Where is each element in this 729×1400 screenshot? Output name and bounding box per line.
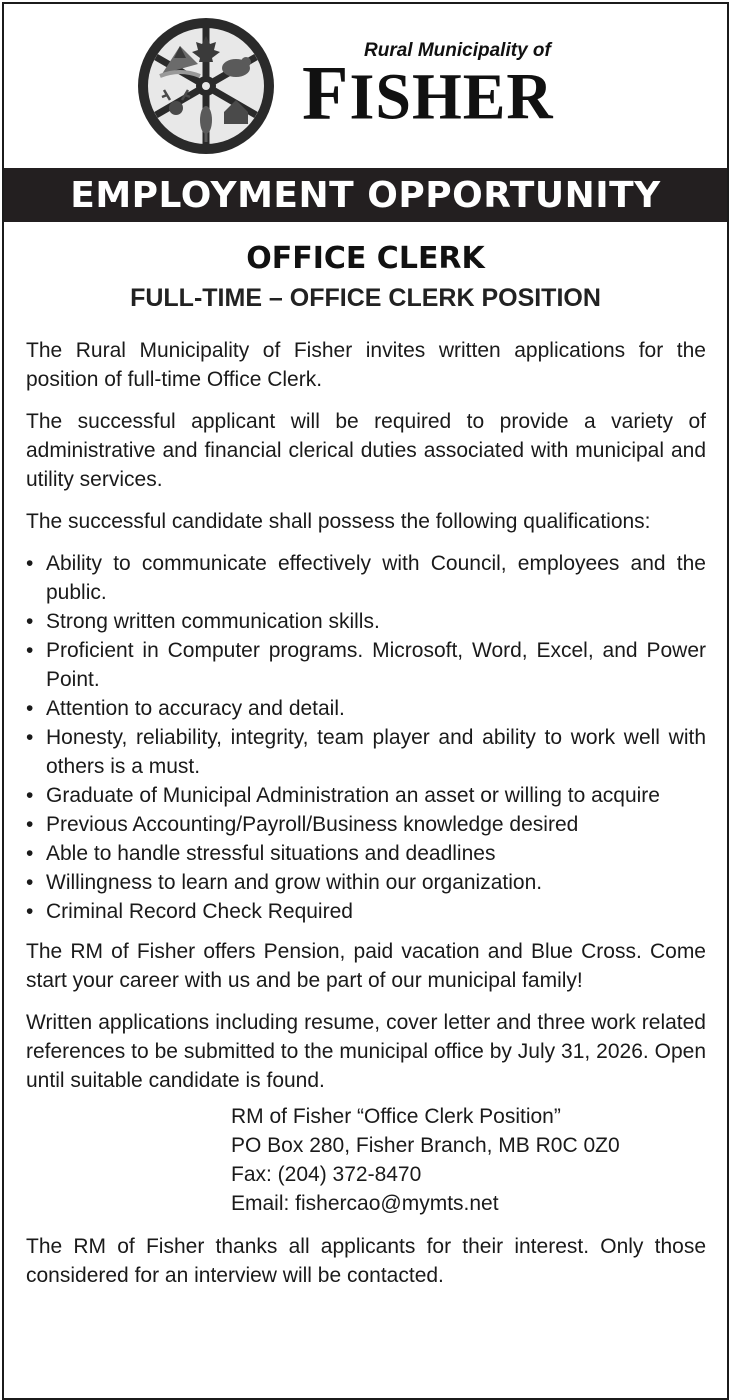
list-item: • Able to handle stressful situations and deadlines — [26, 839, 706, 868]
job-title: OFFICE CLERK — [246, 241, 485, 276]
bullet-icon: • — [26, 784, 34, 807]
org-name — [302, 50, 602, 140]
org-name-rest: ISHER — [349, 60, 554, 133]
closing-paragraph: The RM of Fisher thanks all applicants for their interest. Only those considered for an interview will be contacted. — [26, 1235, 706, 1287]
bullet-icon: • — [26, 639, 34, 662]
intro-paragraph: The Rural Municipality of Fisher invites written applications for the position of full-time Office Clerk. — [26, 339, 706, 391]
bullet-icon: • — [26, 697, 34, 720]
list-item: • Strong written communication skills. — [26, 607, 706, 636]
list-item: • Attention to accuracy and detail. — [26, 694, 706, 723]
address-line: PO Box 280, Fisher Branch, MB R0C 0Z0 — [231, 1134, 620, 1157]
bullet-icon: • — [26, 871, 34, 894]
bullet-icon: • — [26, 842, 34, 865]
bullet-icon: • — [26, 552, 34, 575]
bullet-icon: • — [26, 726, 34, 749]
list-item: • Graduate of Municipal Administration an asset or willing to acquire — [26, 781, 706, 810]
employment-banner — [4, 168, 727, 222]
duties-paragraph: The successful applicant will be required to provide a variety of administrative and financial clerical duties associated with municipal and utility services. — [26, 410, 706, 491]
list-item: • Criminal Record Check Required — [26, 897, 706, 926]
list-item: • Honesty, reliability, integrity, team player and ability to work well with others is a must. — [26, 723, 706, 781]
apply-paragraph: Written applications including resume, cover letter and three work related references to be submitted to the municipal office by July 31, 2026. Open until suitable candidate is found. — [26, 1011, 706, 1092]
fax-number: Fax: (204) 372-8470 — [231, 1163, 422, 1186]
list-item: • Proficient in Computer programs. Microsoft, Word, Excel, and Power Point. — [26, 636, 706, 694]
qualifications-intro: The successful candidate shall possess the following qualifications: — [26, 510, 651, 533]
benefits-paragraph: The RM of Fisher offers Pension, paid vacation and Blue Cross. Come start your career with us and be part of our municipal family! — [26, 940, 706, 992]
municipal-seal-icon — [136, 16, 276, 156]
list-item: • Ability to communicate effectively with Council, employees and the public. — [26, 549, 706, 607]
ad-body — [26, 336, 706, 1303]
advertisement-frame — [2, 2, 729, 1400]
bullet-icon: • — [26, 900, 34, 923]
qualifications-list — [26, 549, 706, 926]
banner-text: EMPLOYMENT OPPORTUNITY — [70, 175, 661, 216]
address-line: RM of Fisher “Office Clerk Position” — [231, 1105, 561, 1128]
org-name-initial: F — [302, 50, 350, 136]
mailing-address — [231, 1102, 706, 1218]
bullet-icon: • — [26, 813, 34, 836]
list-item: • Willingness to learn and grow within our organization. — [26, 868, 706, 897]
header — [4, 4, 727, 168]
org-subtitle: Rural Municipality of — [364, 40, 551, 61]
list-item: • Previous Accounting/Payroll/Business knowledge desired — [26, 810, 706, 839]
email-address[interactable]: Email: fishercao@mymts.net — [231, 1192, 499, 1215]
job-subtitle: FULL-TIME – OFFICE CLERK POSITION — [130, 284, 601, 312]
bullet-icon: • — [26, 610, 34, 633]
